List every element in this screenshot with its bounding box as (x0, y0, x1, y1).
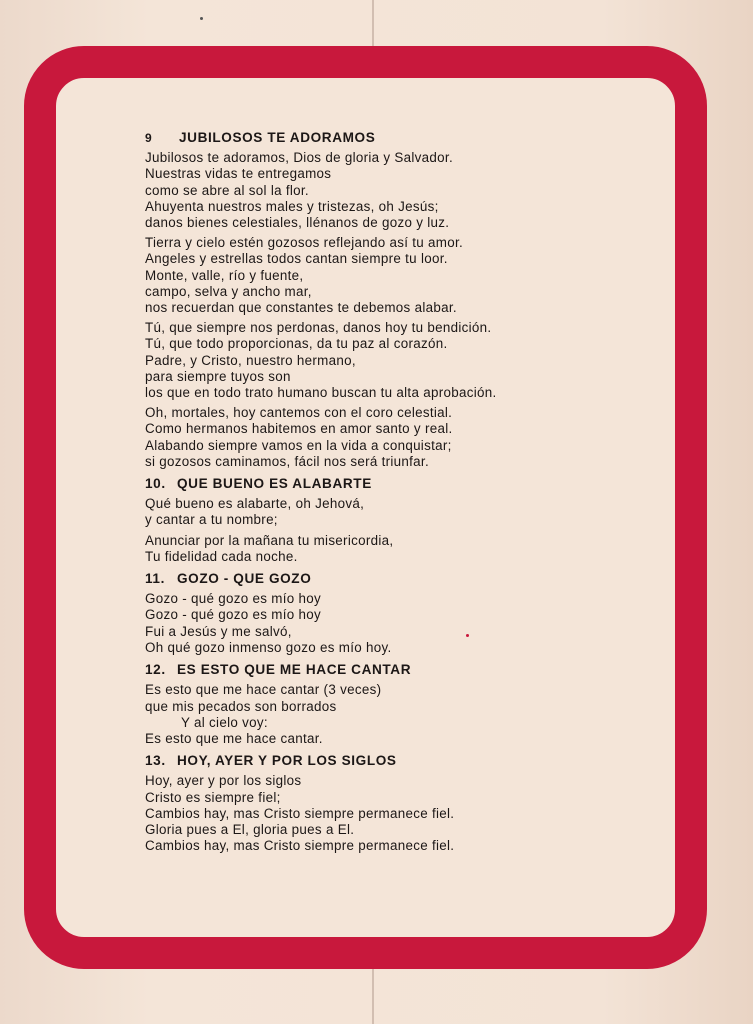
song-heading (145, 753, 605, 769)
lyric-line: Monte, valle, río y fuente, (145, 267, 304, 283)
lyric-line: Y al cielo voy: (181, 714, 268, 730)
lyric-line: los que en todo trato humano buscan tu alta aprobación. (145, 385, 497, 401)
song-heading (145, 130, 605, 146)
lyric-line: danos bienes celestiales, llénanos de gozo y luz. (145, 215, 450, 231)
stanza (145, 591, 605, 656)
stanza (145, 496, 605, 528)
lyric-line: Oh, mortales, hoy cantemos con el coro celestial. (145, 405, 453, 421)
stanza (145, 773, 605, 854)
lyric-line: Qué bueno es alabarte, oh Jehová, (145, 496, 365, 512)
stanza (145, 235, 605, 316)
lyric-line: si gozosos caminamos, fácil nos será triunfar. (145, 453, 429, 469)
song-title: QUE BUENO ES ALABARTE (177, 476, 372, 492)
lyric-line: Gloria pues a El, gloria pues a El. (145, 821, 355, 837)
song-title: JUBILOSOS TE ADORAMOS (179, 130, 376, 145)
song-number: 11. (145, 571, 165, 587)
lyric-line: Tú, que siempre nos perdonas, danos hoy tu bendición. (145, 320, 492, 336)
song-title: GOZO - QUE GOZO (177, 571, 312, 587)
song-11 (145, 571, 605, 656)
lyric-line: y cantar a tu nombre; (145, 512, 278, 528)
song-12 (145, 662, 605, 747)
stanza (145, 320, 605, 401)
lyric-line: Como hermanos habitemos en amor santo y real. (145, 421, 453, 437)
lyric-line: Cristo es siempre fiel; (145, 789, 281, 805)
lyric-line: Es esto que me hace cantar. (145, 730, 323, 746)
lyric-line: Tierra y cielo estén gozosos reflejando así tu amor. (145, 235, 464, 251)
song-13 (145, 753, 605, 854)
ink-speck (200, 17, 203, 20)
lyric-line: Alabando siempre vamos en la vida a conquistar; (145, 437, 452, 453)
stanza (145, 150, 605, 231)
lyric-line: Oh qué gozo inmenso gozo es mío hoy. (145, 639, 392, 655)
lyric-line: Angeles y estrellas todos cantan siempre tu loor. (145, 251, 448, 267)
stanza (145, 533, 605, 565)
song-title: ES ESTO QUE ME HACE CANTAR (177, 662, 412, 678)
lyric-line: Anunciar por la mañana tu misericordia, (145, 532, 394, 548)
lyric-line: Tu fidelidad cada noche. (145, 548, 298, 564)
lyric-line: Es esto que me hace cantar (3 veces) (145, 682, 382, 698)
song-10 (145, 476, 605, 565)
lyric-line: como se abre al sol la flor. (145, 182, 309, 198)
lyric-line: Gozo - qué gozo es mío hoy (145, 591, 322, 607)
songbook-page (145, 130, 605, 860)
lyric-line: Cambios hay, mas Cristo siempre permanece fiel. (145, 838, 455, 854)
lyric-line: Jubilosos te adoramos, Dios de gloria y Salvador. (145, 150, 453, 166)
lyric-line: Cambios hay, mas Cristo siempre permanece fiel. (145, 805, 455, 821)
lyric-line: Ahuyenta nuestros males y tristezas, oh Jesús; (145, 198, 439, 214)
lyric-line: Fui a Jesús y me salvó, (145, 623, 292, 639)
lyric-line: Hoy, ayer y por los siglos (145, 773, 302, 789)
lyric-line: Tú, que todo proporcionas, da tu paz al corazón. (145, 336, 448, 352)
song-9 (145, 130, 605, 470)
lyric-line: Gozo - qué gozo es mío hoy (145, 607, 322, 623)
lyric-line: campo, selva y ancho mar, (145, 283, 312, 299)
lyric-line: nos recuerdan que constantes te debemos alabar. (145, 300, 457, 316)
song-number: 12. (145, 662, 166, 678)
song-number: 10. (145, 476, 166, 492)
stanza (145, 405, 605, 470)
song-heading (145, 662, 605, 678)
song-number: 9 (145, 131, 153, 145)
lyric-line: para siempre tuyos son (145, 368, 291, 384)
song-number: 13. (145, 753, 166, 769)
lyric-line: que mis pecados son borrados (145, 698, 337, 714)
song-heading (145, 476, 605, 492)
song-heading (145, 571, 605, 587)
song-title: HOY, AYER Y POR LOS SIGLOS (177, 753, 397, 769)
lyric-line: Nuestras vidas te entregamos (145, 166, 332, 182)
lyric-line: Padre, y Cristo, nuestro hermano, (145, 352, 356, 368)
stanza (145, 682, 605, 747)
